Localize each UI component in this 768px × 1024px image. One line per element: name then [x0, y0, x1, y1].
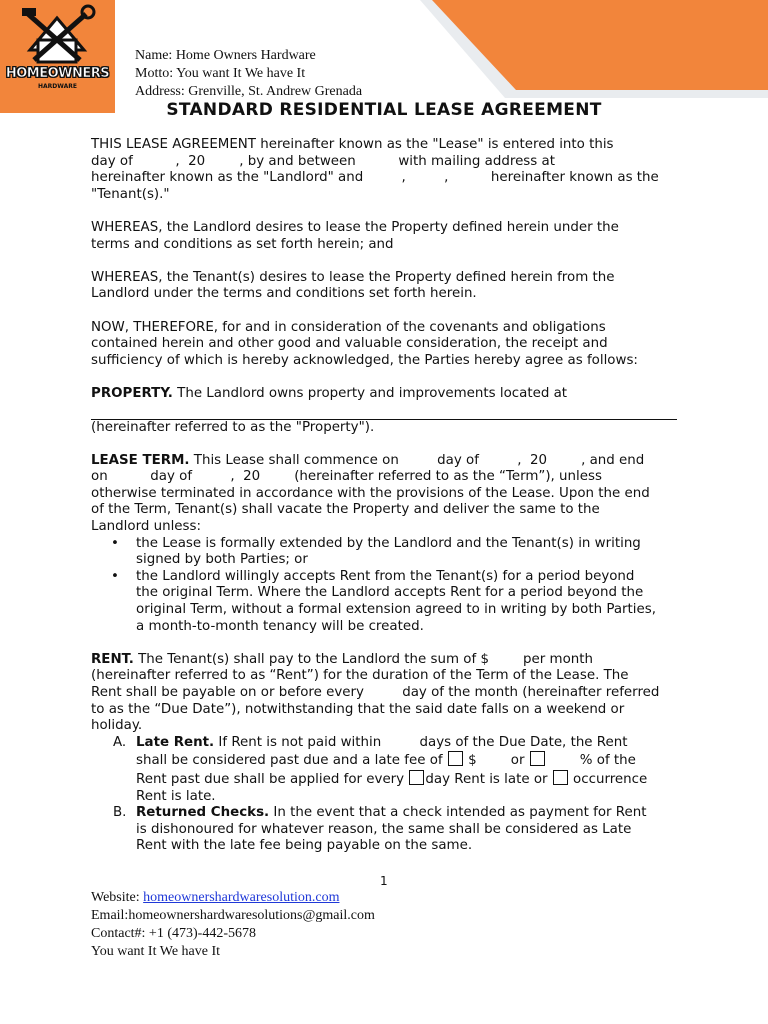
lease-body	[91, 137, 691, 855]
text-line: Rent shall be payable on or before every day of the month (hereinafter referred	[91, 685, 660, 700]
now-therefore-paragraph	[91, 320, 691, 370]
text-line: holiday.	[91, 718, 143, 734]
whereas-landlord-paragraph	[91, 220, 691, 253]
text-line: of the Term, Tenant(s) shall vacate the Property and deliver the same to the	[91, 502, 600, 518]
text-line: The Landlord owns property and improvements located at	[172, 385, 568, 401]
footer-contact: Contact#: +1 (473)-442-5678	[91, 926, 256, 941]
house-tools-icon	[0, 0, 115, 70]
per-day-checkbox[interactable]	[409, 770, 424, 785]
company-motto: Motto: You want It We have It	[135, 66, 306, 81]
intro-paragraph	[91, 137, 691, 203]
document-footer	[91, 889, 375, 961]
text-line: to as the “Due Date”), notwithstanding that the said date falls on a weekend or	[91, 701, 625, 717]
rent-section	[91, 652, 691, 735]
text-line: Landlord under the terms and conditions set forth herein.	[91, 286, 477, 302]
list-marker: B.	[113, 805, 127, 821]
text-line: Landlord unless:	[91, 519, 201, 535]
page-number: 1	[380, 874, 388, 888]
text-line: THIS LEASE AGREEMENT hereinafter known as the "Lease" is entered into this	[91, 137, 614, 152]
list-item: B. Returned Checks. In the event that a check intended as payment for Rent is dishonoured for whatever reason, the same shall be considered as Late Rent with the late fee being payable on the same.	[113, 805, 647, 854]
rent-heading: RENT.	[91, 651, 134, 667]
text-line: hereinafter known as the "Landlord" and , , hereinafter known as the	[91, 170, 659, 186]
text-line: contained herein and other good and valuable consideration, the receipt and	[91, 336, 608, 352]
property-section	[91, 386, 691, 436]
text-line: on day of , 20 (hereinafter referred to as the “Term”), unless	[91, 469, 602, 485]
document-title: STANDARD RESIDENTIAL LEASE AGREEMENT	[166, 100, 602, 120]
company-info	[135, 47, 362, 101]
text-line: "Tenant(s)."	[91, 186, 170, 202]
text-line: terms and conditions as set forth herein; and	[91, 236, 394, 252]
rent-subsections	[91, 735, 691, 855]
text-line: otherwise terminated in accordance with the provisions of the Lease. Upon the end	[91, 485, 650, 501]
lease-term-section	[91, 453, 691, 536]
flat-fee-checkbox[interactable]	[448, 751, 463, 766]
text-line: WHEREAS, the Tenant(s) desires to lease the Property defined herein from the	[91, 269, 615, 285]
property-heading: PROPERTY.	[91, 385, 173, 401]
late-rent-heading: Late Rent.	[136, 734, 215, 750]
per-occurrence-checkbox[interactable]	[553, 770, 568, 785]
list-item: • the Landlord willingly accepts Rent from the Tenant(s) for a period beyond the original Term. Where the Landlord accepts Rent for a period beyond the original Term, without a formal extension agreed to in writing by both Parties, a month-to-month tenancy will be created.	[91, 569, 691, 635]
footer-motto: You want It We have It	[91, 944, 221, 959]
percent-fee-checkbox[interactable]	[530, 751, 545, 766]
company-name: Name: Home Owners Hardware	[135, 48, 316, 63]
whereas-tenant-paragraph	[91, 270, 691, 303]
text-line: NOW, THEREFORE, for and in consideration of the covenants and obligations	[91, 319, 606, 335]
orange-banner-shape	[420, 0, 768, 98]
text-line: This Lease shall commence on day of , 20 , and end	[189, 452, 645, 468]
footer-email: Email:homeownershardwaresolutions@gmail.com	[91, 908, 375, 923]
website-link[interactable]: homeownershardwaresolution.com	[143, 890, 340, 905]
text-line: (hereinafter referred to as “Rent”) for the duration of the Term of the Lease. The	[91, 668, 629, 684]
list-item: A. Late Rent. If Rent is not paid within days of the Due Date, the Rent shall be considered past due and a late fee of $ or % of the Rent past due shall be applied for every day Rent is late or occurrence Rent is late.	[113, 734, 648, 804]
logo-wordmark: HOMEOWNERS	[5, 66, 110, 81]
property-address-blank[interactable]	[91, 403, 677, 420]
text-line: WHEREAS, the Landlord desires to lease the Property defined herein under the	[91, 219, 619, 235]
list-marker: A.	[113, 734, 127, 750]
company-logo	[0, 0, 115, 113]
returned-checks-heading: Returned Checks.	[136, 805, 270, 821]
lease-term-conditions	[91, 536, 691, 636]
text-line: day of , 20 , by and between with mailing address at	[91, 153, 555, 169]
lease-term-heading: LEASE TERM.	[91, 452, 190, 468]
logo-subtext: HARDWARE	[38, 83, 77, 90]
text-line: sufficiency of which is hereby acknowledged, the Parties hereby agree as follows:	[91, 352, 638, 368]
text-line: (hereinafter referred to as the "Property").	[91, 419, 375, 435]
company-address: Address: Grenville, St. Andrew Grenada	[135, 84, 363, 99]
list-item: • the Lease is formally extended by the Landlord and the Tenant(s) in writing signed by both Parties; or	[91, 536, 691, 569]
text-line: The Tenant(s) shall pay to the Landlord the sum of $ per month	[133, 651, 593, 667]
website-label: Website:	[91, 890, 144, 905]
